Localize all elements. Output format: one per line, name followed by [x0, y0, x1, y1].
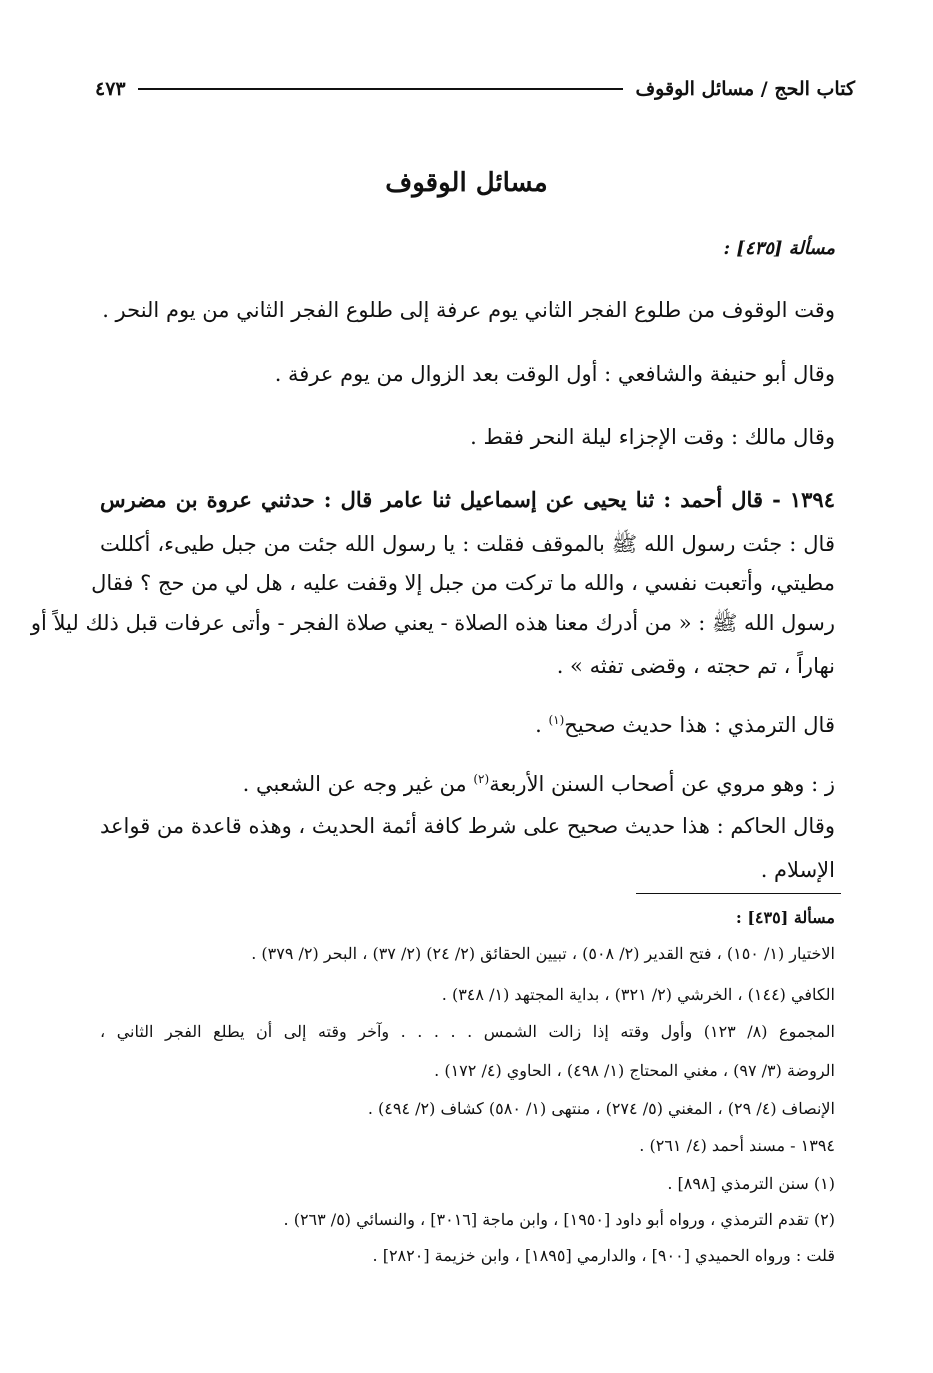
footnote-1: (١) سنن الترمذي [٨٩٨] .	[667, 1174, 835, 1193]
section-heading: مسائل الوقوف	[385, 168, 548, 198]
footnote-2-continued: قلت : ورواه الحميدي [٩٠٠] ، والدارمي [١٨٩٥] ، وابن خزيمة [٢٨٢٠] .	[372, 1246, 835, 1265]
hakim-line-1: وقال الحاكم : هذا حديث صحيح على شرط كافة أئمة الحديث ، وهذه قاعدة من قواعد	[99, 814, 835, 838]
paragraph-abu-hanifa-shafii: وقال أبو حنيفة والشافعي : أول الوقت بعد الزوال من يوم عرفة .	[274, 362, 835, 386]
footnote-majmu-refs: المجموع (٨/ ١٢٣) وأول وقته إذا زالت الشمس . . . . . وآخر وقته إلى أن يطلع الفجر الثاني ،	[100, 1022, 835, 1041]
hadith-line-4: رسول الله ﷺ : « من أدرك معنا هذه الصلاة - يعني صلاة الفجر - وأتى عرفات قبل ذلك ليلاً أو	[30, 611, 835, 635]
footnote-hanbali-refs: الإنصاف (٤/ ٢٩) ، المغني (٥/ ٢٧٤) ، منتهى (١/ ٥٨٠) كشاف (٢/ ٤٩٤) .	[367, 1099, 835, 1118]
hadith-line-5: نهاراً ، تم حجته ، وقضى تفثه » .	[556, 654, 835, 678]
footnote-ref-1: (١)	[548, 713, 565, 727]
paragraph-time-of-standing: وقت الوقوف من طلوع الفجر الثاني يوم عرفة إلى طلوع الفجر الثاني من يوم النحر .	[102, 298, 835, 322]
issue-label: مسألة [٤٣٥] :	[723, 238, 835, 259]
hadith-line-3: مطيتي، وأتعبت نفسي ، والله ما تركت من جبل إلا وقفت عليه ، هل لي من حج ؟ فقال	[91, 571, 835, 595]
footnote-issue-label: مسألة [٤٣٥] :	[735, 908, 835, 927]
header-title: كتاب الحج / مسائل الوقوف	[635, 78, 855, 100]
hadith-line-1: ١٣٩٤ - قال أحمد : ثنا يحيى عن إسماعيل ثنا عامر قال : حدثني عروة بن مضرس	[100, 487, 835, 512]
hadith-line-2: قال : جئت رسول الله ﷺ بالموقف فقلت : يا رسول الله جئت من جبل طيىء، أكللت	[100, 532, 835, 556]
tirmidhi-text: قال الترمذي : هذا حديث صحيح	[564, 713, 835, 737]
hakim-line-2: الإسلام .	[760, 858, 835, 882]
footnote-ref-2: (٢)	[473, 772, 490, 786]
z-note	[243, 772, 835, 796]
z-note-end: من غير وجه عن الشعبي .	[242, 772, 474, 796]
header-rule	[138, 88, 624, 90]
footnote-maliki-refs: الكافي (١٤٤) ، الخرشي (٢/ ٣٢١) ، بداية المجتهد (١/ ٣٤٨) .	[441, 985, 835, 1004]
tirmidhi-grading	[535, 713, 835, 737]
page-number: ٤٧٣	[95, 78, 126, 100]
footnote-shafii-refs: الروضة (٣/ ٩٧) ، مغني المحتاج (١/ ٤٩٨) ، الحاوي (٤/ ١٧٢) .	[434, 1061, 835, 1080]
footnote-hanafi-refs: الاختيار (١/ ١٥٠) ، فتح القدير (٢/ ٥٠٨) ، تبيين الحقائق (٢/ ٢٤) (٢/ ٣٧) ، البحر (٢/ ٣٧٩) .	[251, 944, 835, 963]
footnote-hadith-source: ١٣٩٤ - مسند أحمد (٤/ ٢٦١) .	[639, 1136, 835, 1155]
z-note-text: ز : وهو مروي عن أصحاب السنن الأربعة	[489, 772, 835, 796]
paragraph-malik: وقال مالك : وقت الإجزاء ليلة النحر فقط .	[470, 425, 835, 449]
tirmidhi-end: .	[535, 713, 549, 737]
footnote-separator	[636, 893, 841, 894]
running-header	[95, 72, 855, 106]
footnote-2: (٢) تقدم الترمذي ، ورواه أبو داود [١٩٥٠] ، وابن ماجة [٣٠١٦] ، والنسائي (٥/ ٢٦٣) .	[283, 1210, 835, 1229]
